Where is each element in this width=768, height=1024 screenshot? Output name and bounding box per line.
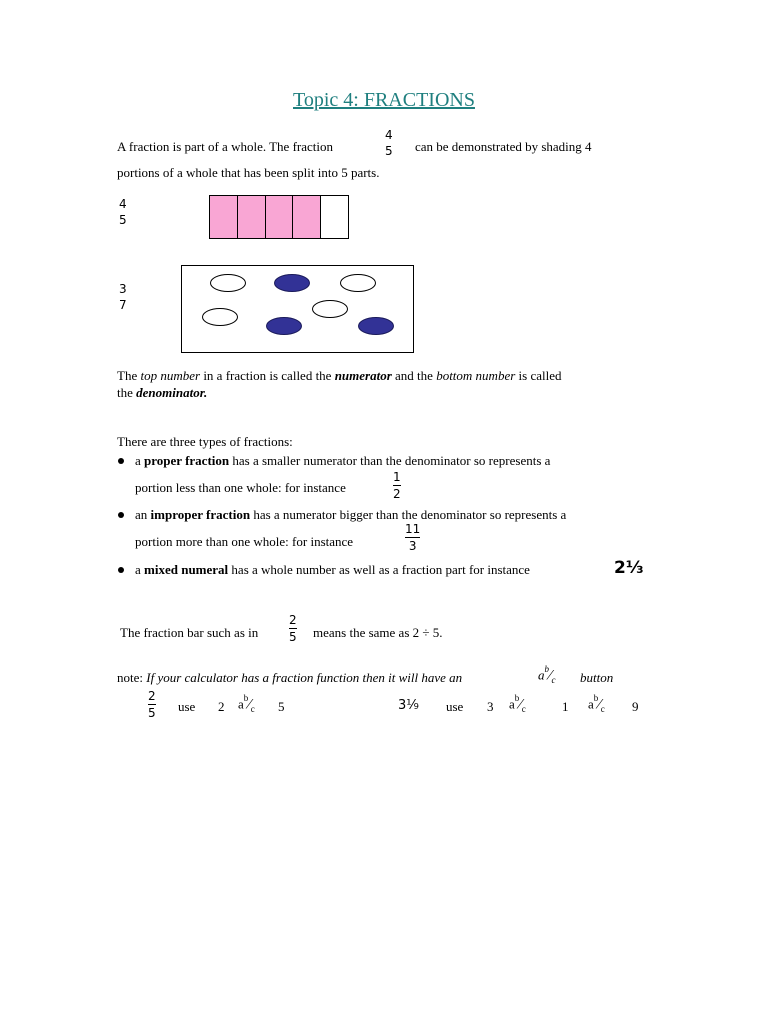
shaded-cell <box>238 196 266 238</box>
example2-denominator: 7 <box>119 298 127 312</box>
calc1-key-3: 5 <box>278 699 285 714</box>
bullet-icon <box>118 458 124 464</box>
fraction-bar-text: The fraction bar such as in <box>120 625 259 640</box>
unshaded-oval <box>210 274 246 292</box>
shaded-cell <box>210 196 238 238</box>
example1-denominator: 5 <box>119 213 127 227</box>
intro-text-1: A fraction is part of a whole. The fraction <box>117 139 333 154</box>
intro-text-2: can be demonstrated by shading 4 <box>415 139 592 154</box>
calc2-key-1: 3 <box>487 699 494 714</box>
proper-fraction-example <box>393 470 401 501</box>
fraction-bar-diagram <box>209 195 349 239</box>
shaded-cell <box>293 196 321 238</box>
numerator-paragraph-line1: The top number in a fraction is called the numerator and the bottom number is called <box>117 368 562 383</box>
calc1-numerator: 2 <box>148 689 156 703</box>
example1-numerator: 4 <box>119 197 127 211</box>
bullet-icon <box>118 512 124 518</box>
calc1-use: use <box>178 699 196 714</box>
improper-fraction-line2: portion more than one whole: for instance <box>135 534 354 549</box>
fraction-bar-example <box>289 613 297 644</box>
mixed-numeral-example: 2⅓ <box>614 558 644 578</box>
unshaded-oval <box>202 308 238 326</box>
note-button-word: button <box>580 670 614 685</box>
abc-key-label: $a^b⁄_c$ <box>538 664 556 685</box>
shaded-oval <box>274 274 310 292</box>
shaded-oval <box>358 317 394 335</box>
fraction-bar-text-2: means the same as 2 ÷ 5. <box>313 625 443 640</box>
bullet-icon <box>118 567 124 573</box>
calc2-abc-key-2: $a^b⁄_c$ <box>588 693 605 714</box>
oval-diagram <box>181 265 414 353</box>
unshaded-oval <box>312 300 348 318</box>
mixed-numeral-line: a mixed numeral has a whole number as well as a fraction part for instance <box>135 562 530 577</box>
intro-text-3: portions of a whole that has been split into 5 parts. <box>117 165 380 180</box>
bar-denominator: 5 <box>289 630 297 644</box>
proper-fraction-line2: portion less than one whole: for instance <box>135 480 346 495</box>
calc1-abc-key: $a^b⁄_c$ <box>238 693 255 714</box>
unshaded-oval <box>340 274 376 292</box>
calc2-key-2: 1 <box>562 699 569 714</box>
page-title: Topic 4: FRACTIONS <box>293 89 475 111</box>
improper-denominator: 3 <box>408 539 417 553</box>
intro-fraction-numerator: 4 <box>385 128 393 142</box>
example2-numerator: 3 <box>119 282 127 296</box>
improper-numerator: 11 <box>405 522 421 536</box>
calculator-note: note: If your calculator has a fraction function then it will have an <box>117 670 463 685</box>
calc2-key-3: 9 <box>632 699 639 714</box>
numerator-paragraph-line2: the denominator. <box>117 385 208 400</box>
improper-fraction-line1: an improper fraction has a numerator bigger than the denominator so represents a <box>135 507 567 522</box>
intro-fraction <box>385 128 393 158</box>
improper-fraction-example <box>405 522 420 553</box>
proper-numerator: 1 <box>393 470 401 484</box>
calc2-use: use <box>446 699 464 714</box>
calc2-mixed: 3⅑ <box>398 698 419 713</box>
calc2-abc-key-1: $a^b⁄_c$ <box>509 693 526 714</box>
calc1-key-1: 2 <box>218 699 225 714</box>
example1-fraction <box>119 197 127 227</box>
intro-fraction-denominator: 5 <box>385 144 393 158</box>
unshaded-cell <box>321 196 348 238</box>
shaded-oval <box>266 317 302 335</box>
example2-fraction <box>119 282 127 312</box>
calc1-denominator: 5 <box>148 706 156 720</box>
calc1-fraction <box>148 689 156 720</box>
types-heading: There are three types of fractions: <box>117 434 293 449</box>
proper-denominator: 2 <box>393 487 401 501</box>
bar-numerator: 2 <box>289 613 297 627</box>
proper-fraction-line1: a proper fraction has a smaller numerator than the denominator so represents a <box>135 453 551 468</box>
shaded-cell <box>266 196 294 238</box>
